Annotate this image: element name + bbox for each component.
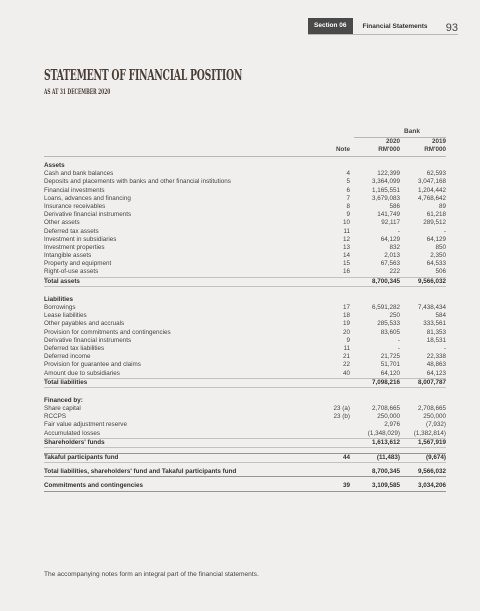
unit-2019-header: RM'000: [424, 146, 446, 153]
row-note: 8: [346, 202, 350, 210]
table-row: [44, 236, 446, 244]
commitments-row: [44, 482, 446, 490]
financial-position-table: [44, 128, 446, 492]
row-label: Deferred income: [44, 353, 91, 361]
row-note: 11: [343, 344, 350, 352]
row-value-2020: 285,533: [377, 320, 400, 328]
row-value-2020: 3,679,083: [371, 194, 400, 202]
table-row: [44, 312, 446, 320]
row-note: 18: [342, 312, 350, 320]
total-assets-row: [44, 278, 446, 286]
row-label: Intangible assets: [44, 252, 92, 260]
row-note: 12: [342, 235, 350, 243]
row-label: Property and equipment: [44, 260, 112, 268]
total-liabilities-2020: 7,098,216: [371, 378, 400, 386]
table-row: [44, 252, 446, 260]
header-divider: [308, 34, 458, 35]
statement-subtitle: AS AT 31 DECEMBER 2020: [44, 87, 111, 96]
table-row: [44, 268, 446, 276]
row-value-2019: (7,932): [426, 421, 446, 429]
commitments-2019: 3,034,206: [417, 482, 446, 490]
table-row: [44, 228, 446, 236]
row-value-2019: 3,047,168: [417, 178, 446, 186]
row-value-2019: 64,533: [426, 260, 446, 268]
financed-heading: [44, 397, 446, 405]
footnote: The accompanying notes form an integral part of the financial statements.: [44, 571, 259, 578]
row-note: 4: [346, 170, 350, 178]
row-value-2019: 4,768,642: [417, 194, 446, 202]
row-value-2019: 2,350: [430, 252, 446, 260]
row-label: Lease liabilities: [44, 312, 87, 320]
spacer: [44, 287, 446, 292]
row-value-2020: 21,725: [380, 353, 400, 361]
commitments-label: Commitments and contingencies: [44, 482, 144, 490]
table-row: [44, 178, 446, 186]
row-value-2020: 64,129: [380, 235, 400, 243]
row-value-2019: 584: [435, 312, 446, 320]
takaful-fund-2019: (9,674): [426, 454, 446, 461]
year-header-row: [44, 138, 446, 146]
grand-total-label: Total liabilities, shareholders' fund and Takaful participants fund: [44, 468, 237, 476]
page-number: 93: [445, 22, 458, 34]
commitments-2020: 3,109,585: [371, 482, 400, 490]
row-label: Borrowings: [44, 304, 76, 311]
row-note: 9: [346, 336, 350, 344]
row-value-2020: 67,563: [380, 260, 400, 268]
row-label: Other payables and accruals: [44, 320, 125, 328]
financed-heading-label: Financed by:: [44, 396, 83, 404]
unit-header-row: [44, 146, 446, 154]
row-note: 5: [346, 178, 350, 186]
row-note: 22: [342, 361, 350, 369]
table-row: [44, 320, 446, 328]
table-row: [44, 329, 446, 337]
grand-total-2020: 8,700,345: [371, 468, 400, 476]
row-value-2020: 832: [389, 243, 400, 251]
row-label: Right-of-use assets: [44, 268, 99, 276]
section-title: Financial Statements: [362, 22, 428, 30]
row-label: Insurance receivables: [44, 202, 106, 210]
spacer: [44, 388, 446, 393]
row-value-2020: 92,117: [381, 219, 400, 227]
row-value-2019: 64,129: [426, 235, 446, 243]
assets-heading: [44, 162, 446, 170]
shareholders-funds-label: Shareholders' funds: [44, 438, 105, 446]
table-row: [44, 345, 446, 353]
row-value-2019: 2,708,665: [417, 405, 446, 413]
table-row: [44, 211, 446, 219]
assets-rows: [44, 170, 446, 276]
row-note: 15: [342, 260, 350, 268]
row-value-2020: 51,701: [380, 361, 400, 369]
table-row: [44, 413, 446, 421]
row-value-2019: 333,561: [423, 320, 446, 328]
row-value-2020: 250,000: [377, 413, 400, 421]
row-note: 16: [342, 268, 350, 276]
row-note: 11: [343, 227, 350, 235]
row-value-2020: 586: [389, 202, 400, 210]
shareholders-funds-2020: 1,613,612: [371, 438, 400, 446]
row-value-2019: 61,218: [426, 211, 446, 219]
table-row: [44, 203, 446, 211]
row-note: 19: [342, 320, 350, 328]
year-2019-header: 2019: [431, 138, 446, 145]
table-row: [44, 219, 446, 227]
row-value-2020: 250: [389, 312, 400, 320]
row-note: 14: [342, 252, 350, 260]
takaful-fund-row: [44, 454, 446, 462]
assets-heading-label: Assets: [44, 162, 65, 169]
takaful-fund-label: Takaful participants fund: [44, 454, 119, 461]
grand-total-2019: 9,566,032: [417, 468, 446, 476]
row-label: Derivative financial instruments: [44, 336, 132, 344]
takaful-fund-note: 44: [342, 454, 350, 461]
bank-column-group: [44, 128, 446, 136]
note-column-header: Note: [336, 146, 350, 153]
table-row: [44, 421, 446, 429]
row-value-2019: 48,863: [426, 361, 446, 369]
year-2020-header: 2020: [385, 138, 400, 145]
row-label: Loans, advances and financing: [44, 194, 131, 202]
total-assets-2019: 9,566,032: [417, 277, 446, 285]
table-row: [44, 260, 446, 268]
table-row: [44, 187, 446, 195]
section-tag: Section 06: [308, 18, 353, 34]
table-row: [44, 337, 446, 345]
takaful-fund-2020: (11,483): [376, 454, 400, 461]
row-label: Deferred tax assets: [44, 227, 99, 235]
row-label: Investment in subsidiaries: [44, 235, 117, 243]
table-row: [44, 353, 446, 361]
header-divider-bottom: [44, 156, 446, 157]
row-value-2020: 2,013: [384, 252, 400, 260]
liabilities-heading: [44, 296, 446, 304]
row-value-2019: 89: [438, 202, 446, 210]
row-label: Derivative financial instruments: [44, 211, 132, 219]
commitments-note: 39: [342, 482, 350, 490]
row-label: Cash and bank balances: [44, 170, 114, 178]
row-note: 10: [342, 219, 350, 227]
row-value-2019: 62,593: [426, 170, 446, 178]
row-label: Investment properties: [44, 243, 105, 251]
row-note: 6: [346, 186, 350, 194]
total-assets-label: Total assets: [44, 277, 80, 285]
row-value-2019: (1,382,814): [413, 429, 446, 437]
bank-group-label: Bank: [404, 128, 420, 135]
row-value-2020: 222: [389, 268, 400, 276]
row-value-2020: 83,605: [380, 328, 400, 336]
row-value-2020: 141,749: [377, 211, 400, 219]
row-value-2020: -: [397, 227, 400, 235]
row-label: Deferred tax liabilities: [44, 344, 105, 352]
row-value-2020: -: [397, 336, 400, 344]
row-label: RCCPS: [44, 413, 67, 421]
row-value-2020: 122,399: [377, 170, 400, 178]
row-value-2019: 1,204,442: [417, 186, 446, 194]
row-value-2019: -: [443, 227, 446, 235]
row-value-2019: 850: [435, 243, 446, 251]
liabilities-heading-label: Liabilities: [44, 295, 74, 303]
row-value-2019: -: [443, 344, 446, 352]
commitments-rule: [44, 491, 446, 492]
table-row: [44, 405, 446, 413]
row-label: Amount due to subsidiaries: [44, 369, 120, 377]
row-note: 23 (a): [333, 405, 350, 413]
row-note: 9: [346, 211, 350, 219]
row-value-2019: 506: [435, 268, 446, 276]
row-value-2019: 289,512: [423, 219, 446, 227]
row-label: Accumulated losses: [44, 429, 100, 437]
row-note: 21: [342, 353, 350, 361]
row-value-2020: -: [397, 344, 400, 352]
row-value-2020: 6,591,282: [371, 304, 400, 311]
row-note: 40: [342, 369, 350, 377]
row-value-2020: 2,708,665: [371, 405, 400, 413]
row-value-2020: 1,165,551: [371, 186, 400, 194]
row-value-2019: 64,123: [426, 369, 446, 377]
row-label: Other assets: [44, 219, 80, 227]
row-value-2020: 64,120: [380, 369, 400, 377]
row-value-2020: 2,976: [384, 421, 400, 429]
table-row: [44, 370, 446, 378]
row-value-2019: 7,438,434: [417, 304, 446, 311]
liabilities-rows: [44, 304, 446, 378]
financed-rows: [44, 405, 446, 438]
unit-2020-header: RM'000: [378, 146, 400, 153]
total-assets-2020: 8,700,345: [371, 277, 400, 285]
table-row: [44, 430, 446, 438]
row-note: 20: [342, 328, 350, 336]
row-value-2019: 81,353: [426, 328, 446, 336]
row-label: Provision for commitments and contingencies: [44, 328, 171, 336]
row-label: Financial investments: [44, 186, 105, 194]
statement-title: STATEMENT OF FINANCIAL POSITION: [44, 66, 243, 84]
total-liabilities-row: [44, 379, 446, 387]
row-value-2020: 3,364,099: [371, 178, 400, 186]
section-header: [308, 18, 428, 34]
row-value-2019: 22,338: [426, 353, 446, 361]
table-row: [44, 304, 446, 312]
table-row: [44, 244, 446, 252]
row-note: 13: [342, 243, 350, 251]
row-label: Fair value adjustment reserve: [44, 421, 127, 429]
table-row: [44, 170, 446, 178]
row-value-2020: (1,348,029): [367, 429, 400, 437]
row-note: 7: [346, 194, 350, 202]
shareholders-funds-row: [44, 439, 446, 447]
row-note: 23 (b): [333, 413, 350, 421]
row-label: Share capital: [44, 405, 81, 413]
row-value-2019: 250,000: [423, 413, 446, 421]
grand-total-row: [44, 468, 446, 476]
total-liabilities-label: Total liabilities: [44, 378, 88, 386]
row-label: Provision for guarantee and claims: [44, 361, 141, 369]
table-row: [44, 195, 446, 203]
row-label: Deposits and placements with banks and other financial institutions: [44, 178, 231, 186]
row-note: 17: [342, 304, 350, 311]
table-row: [44, 361, 446, 369]
total-liabilities-2019: 8,007,787: [417, 378, 446, 386]
row-value-2019: 18,531: [426, 336, 446, 344]
shareholders-funds-2019: 1,567,919: [417, 438, 446, 446]
